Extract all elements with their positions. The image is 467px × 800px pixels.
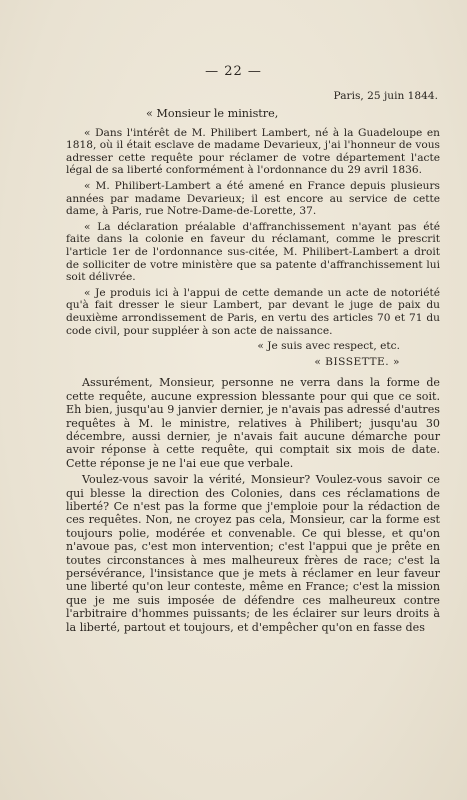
letter-closing: « Je suis avec respect, etc. <box>257 340 400 353</box>
letter-salutation: « Monsieur le ministre, <box>146 106 279 120</box>
body-paragraph: Assurément, Monsieur, personne ne verra dans la forme de cette requête, aucune expression blessante pour qui que ce soit. Eh bien, jusqu'au 9 janvier dernier, je n'avais pas adressé d'autres requêtes à M. le ministre, relatives à Philibert; jusqu'au 30 décembre, aussi dernier, je n'avais fait aucune démarche pour avoir réponse à cette requête, qui comptait six mois de date. Cette réponse je ne l'ai eue que verbale. <box>66 376 440 470</box>
letter-paragraph: « Je produis ici à l'appui de cette demande un acte de notoriété qu'à fait dresser le sieur Lambert, par devant le juge de paix du deuxième arrondissement de Paris, en vertu des articles 70 et 71 du code civil, pour suppléer à son acte de naissance. <box>66 286 440 337</box>
letter-signature: « BISSETTE. » <box>314 355 400 368</box>
letter-date: Paris, 25 juin 1844. <box>333 90 438 102</box>
page-text <box>66 90 440 637</box>
letter-paragraph: « M. Philibert-Lambert a été amené en France depuis plusieurs années par madame Devarieux; il est encore au service de cette dame, à Paris, rue Notre-Dame-de-Lorette, 37. <box>66 179 440 218</box>
letter-paragraph: « Dans l'intérêt de M. Philibert Lambert, né à la Guadeloupe en 1818, où il était esclave de madame Devarieux, j'ai l'honneur de vous adresser cette requête pour réclamer de votre département l'acte légal de sa liberté conformément à l'ordonnance du 29 avril 1836. <box>66 126 440 177</box>
body-paragraph: Voulez-vous savoir la vérité, Monsieur? Voulez-vous savoir ce qui blesse la direction des Colonies, dans ces réclamations de liberté? Ce n'est pas la forme que j'emploie pour la rédaction de ces requêtes. Non, ne croyez pas cela, Monsieur, car la forme est toujours polie, modérée et convenable. Ce qui blesse, et qu'on n'avoue pas, c'est mon intervention; c'est l'appui que je prête en toutes circonstances à mes malheureux frères de race; c'est la persévérance, l'insistance que je mets à réclamer en leur faveur une liberté qu'on leur conteste, même en France; c'est la mission que je me suis imposée de défendre ces malheureux contre l'arbitraire d'hommes puissants; de les éclairer sur leurs droits à la liberté, partout et toujours, et d'empêcher qu'on en fasse des <box>66 473 440 634</box>
letter-paragraph: « La déclaration préalable d'affranchissement n'ayant pas été faite dans la colonie en faveur du réclamant, comme le prescrit l'article 1er de l'ordonnance sus-citée, M. Philibert-Lambert a droit de solliciter de votre ministère que sa patente d'affranchissement lui soit délivrée. <box>66 220 440 284</box>
page-number: — 22 — <box>205 64 262 79</box>
